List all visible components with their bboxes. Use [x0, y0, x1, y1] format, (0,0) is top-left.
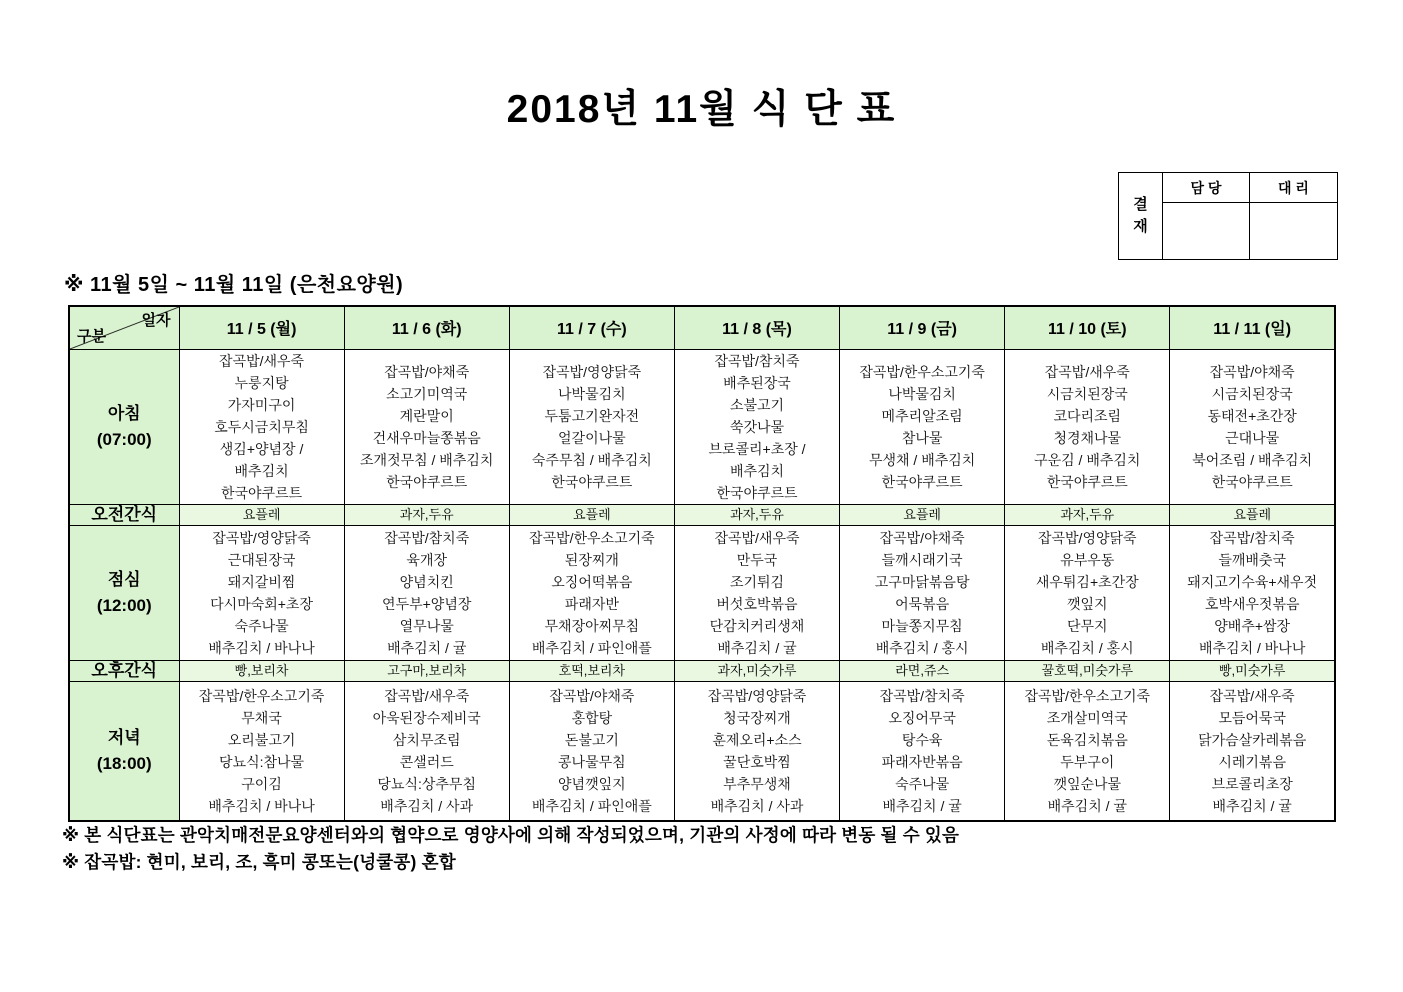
snack-cell: 요플레	[1170, 504, 1335, 525]
menu-item: 홍합탕	[571, 709, 613, 726]
menu-item: 배추김치 / 파인애플	[531, 639, 652, 656]
day-header: 11 / 5 (월)	[179, 306, 344, 349]
menu-item: 배추김치 / 바나나	[1199, 639, 1306, 656]
day-header: 11 / 10 (토)	[1005, 306, 1170, 349]
menu-item: 배추김치 / 파인애플	[531, 797, 652, 814]
menu-item: 잡곡밥/한우소고기죽	[1024, 687, 1151, 704]
menu-item: 두툼고기완자전	[544, 407, 640, 424]
menu-item: 다시마숙회+초장	[210, 595, 313, 612]
menu-item: 무채국	[241, 709, 282, 726]
day-header: 11 / 9 (금)	[840, 306, 1005, 349]
menu-item: 단감치커리생채	[709, 617, 805, 634]
menu-item: 근대나물	[1225, 429, 1280, 446]
menu-cell	[509, 681, 674, 821]
subtitle: ※ 11월 5일 ~ 11월 11일 (은천요양원)	[64, 274, 404, 296]
menu-item: 가자미구이	[227, 396, 296, 413]
menu-cell	[1170, 525, 1335, 660]
approval-col-header-daeri: 대 리	[1250, 173, 1337, 203]
menu-item: 배추김치 / 사과	[710, 797, 804, 814]
menu-item: 배추김치 / 귤	[882, 797, 962, 814]
menu-item: 양념깻잎지	[558, 775, 626, 792]
menu-item: 시금치된장국	[1211, 385, 1293, 402]
menu-item: 당뇨식:상추무침	[377, 775, 476, 792]
snack-cell: 고구마,보리차	[344, 660, 509, 681]
menu-item: 계란말이	[399, 407, 454, 424]
menu-item: 호박새우젓볶음	[1204, 595, 1300, 612]
menu-item: 마늘쫑지무침	[881, 617, 963, 634]
menu-item: 코다리조림	[1053, 407, 1122, 424]
menu-item: 잡곡밥/영양닭죽	[542, 363, 642, 380]
menu-item: 잡곡밥/한우소고기죽	[198, 687, 325, 704]
snack-cell: 라면,쥬스	[840, 660, 1005, 681]
menu-item: 파래자반볶음	[881, 753, 963, 770]
menu-item: 숙주무침 / 배추김치	[531, 451, 652, 468]
menu-item: 배추김치 / 바나나	[208, 797, 315, 814]
menu-item: 훈제오리+소스	[712, 731, 802, 748]
menu-item: 오리불고기	[227, 731, 296, 748]
menu-cell	[179, 349, 344, 504]
menu-item: 깻잎지	[1066, 595, 1108, 612]
menu-item: 들깨시래기국	[881, 551, 963, 568]
snack-cell: 과자,두유	[344, 504, 509, 525]
menu-item: 무채장아찌무침	[544, 617, 640, 634]
menu-item: 배추김치 / 귤	[1047, 797, 1127, 814]
snack-cell: 요플레	[840, 504, 1005, 525]
menu-item: 콩나물무침	[558, 753, 626, 770]
menu-item: 무생채 / 배추김치	[868, 451, 976, 468]
menu-item: 잡곡밥/참치죽	[879, 687, 965, 704]
menu-item: 잡곡밥/야채죽	[879, 529, 965, 546]
menu-item: 잡곡밥/새우죽	[219, 352, 305, 369]
menu-item: 오징어무국	[888, 709, 956, 726]
menu-cell	[179, 525, 344, 660]
menu-cell	[1005, 525, 1170, 660]
menu-item: 한국야쿠르트	[881, 473, 963, 490]
menu-item: 청경채나물	[1053, 429, 1122, 446]
snack-cell: 과자,두유	[674, 504, 839, 525]
menu-item: 육개장	[406, 551, 447, 568]
menu-item: 숙주나물	[895, 775, 950, 792]
menu-item: 만두국	[736, 551, 778, 568]
approval-box	[1118, 172, 1338, 260]
menu-cell	[1005, 681, 1170, 821]
menu-cell	[344, 525, 509, 660]
menu-item: 배추김치	[729, 462, 785, 479]
menu-item: 잡곡밥/영양닭죽	[212, 529, 311, 546]
menu-item: 삼치무조림	[392, 731, 461, 748]
menu-cell	[344, 681, 509, 821]
menu-item: 시레기볶음	[1218, 753, 1286, 770]
menu-item: 브로콜리초장	[1211, 775, 1293, 792]
menu-item: 한국야쿠르트	[386, 473, 468, 490]
menu-item: 양념치킨	[399, 573, 454, 590]
menu-table-body	[69, 349, 1335, 821]
menu-item: 누룽지탕	[234, 374, 289, 391]
menu-item: 부추무생채	[723, 775, 791, 792]
menu-item: 배추된장국	[723, 374, 791, 391]
menu-item: 잡곡밥/야채죽	[1209, 363, 1295, 380]
menu-item: 나박물김치	[558, 385, 626, 402]
approval-label-char: 재	[1133, 218, 1148, 235]
menu-item: 구이김	[241, 775, 282, 792]
menu-item: 잡곡밥/참치죽	[1209, 529, 1295, 546]
menu-item: 어묵볶음	[895, 595, 950, 612]
corner-cell	[69, 306, 179, 349]
menu-item: 파래자반	[564, 595, 619, 612]
menu-item: 잡곡밥/새우죽	[714, 529, 800, 546]
menu-item: 메추리알조림	[881, 407, 963, 424]
snack-cell: 과자,미숫가루	[674, 660, 839, 681]
approval-grid	[1163, 173, 1337, 259]
row-label-dinner: 저녁 (18:00)	[69, 681, 179, 821]
menu-item: 배추김치 / 바나나	[208, 639, 315, 656]
menu-cell	[840, 681, 1005, 821]
menu-cell	[1170, 349, 1335, 504]
menu-item: 새우튀김+초간장	[1035, 573, 1139, 590]
row-label-am-snack: 오전간식	[69, 504, 179, 525]
menu-cell	[674, 681, 839, 821]
approval-sign-cell	[1250, 203, 1337, 259]
day-header: 11 / 8 (목)	[674, 306, 839, 349]
menu-item: 배추김치 / 귤	[387, 639, 467, 656]
footer-notes	[62, 822, 959, 876]
menu-cell	[344, 349, 509, 504]
menu-item: 잡곡밥/새우죽	[1209, 687, 1295, 704]
menu-cell	[674, 525, 839, 660]
snack-cell: 요플레	[509, 504, 674, 525]
approval-col-header-damdang: 담 당	[1163, 173, 1250, 203]
menu-item: 돼지고기수육+새우젓	[1187, 573, 1318, 590]
snack-cell: 빵,미숫가루	[1170, 660, 1335, 681]
menu-item: 구운김 / 배추김치	[1034, 451, 1141, 468]
menu-item: 양배추+쌈장	[1214, 617, 1291, 634]
menu-item: 잡곡밥/야채죽	[384, 363, 470, 380]
menu-item: 닭가슴살카레볶음	[1198, 731, 1307, 748]
approval-label	[1119, 173, 1163, 259]
menu-cell	[179, 681, 344, 821]
menu-item: 잡곡밥/한우소고기죽	[529, 529, 655, 546]
menu-item: 한국야쿠르트	[716, 484, 798, 501]
menu-item: 돼지갈비찜	[227, 573, 296, 590]
menu-item: 참나물	[901, 429, 943, 446]
menu-item: 잡곡밥/한우소고기죽	[859, 363, 985, 380]
menu-item: 동태전+초간장	[1207, 407, 1297, 424]
menu-item: 아욱된장수제비국	[372, 709, 481, 726]
menu-item: 배추김치 / 귤	[717, 639, 797, 656]
menu-item: 한국야쿠르트	[220, 484, 303, 501]
corner-label-date: 일자	[141, 312, 171, 329]
menu-item: 잡곡밥/참치죽	[714, 352, 800, 369]
menu-item: 탕수육	[901, 731, 943, 748]
day-header: 11 / 11 (일)	[1170, 306, 1335, 349]
menu-item: 얼갈이나물	[558, 429, 626, 446]
note-line: ※ 본 식단표는 관악치매전문요양센터와의 협약으로 영양사에 의해 작성되었으며, 기관의 사정에 따라 변동 될 수 있음	[62, 825, 960, 845]
menu-item: 한국야쿠르트	[551, 473, 633, 490]
menu-item: 숙주나물	[234, 617, 289, 634]
menu-item: 호두시금치무침	[214, 418, 309, 435]
menu-item: 나박물김치	[888, 385, 956, 402]
menu-item: 된장찌개	[564, 551, 619, 568]
menu-item: 돈육김치볶음	[1046, 731, 1128, 748]
menu-item: 조기튀김	[729, 573, 785, 590]
menu-item: 돈불고기	[564, 731, 619, 748]
menu-item: 유부우동	[1060, 551, 1115, 568]
menu-item: 배추김치 / 홍시	[1040, 639, 1134, 656]
menu-item: 잡곡밥/참치죽	[384, 529, 470, 546]
menu-item: 배추김치	[234, 462, 289, 479]
menu-item: 고구마닭볶음탕	[874, 573, 970, 590]
menu-table	[68, 305, 1336, 822]
menu-item: 배추김치 / 귤	[1212, 797, 1292, 814]
day-header: 11 / 7 (수)	[509, 306, 674, 349]
menu-cell	[674, 349, 839, 504]
menu-item: 한국야쿠르트	[1211, 473, 1293, 490]
menu-item: 생김+양념장 /	[219, 440, 304, 457]
menu-item: 시금치된장국	[1046, 385, 1128, 402]
approval-sign-cell	[1163, 203, 1250, 259]
menu-cell	[1005, 349, 1170, 504]
row-label-breakfast: 아침 (07:00)	[69, 349, 179, 504]
menu-cell	[1170, 681, 1335, 821]
menu-item: 배추김치 / 사과	[380, 797, 474, 814]
menu-item: 조개젓무침 / 배추김치	[360, 451, 494, 468]
menu-item: 한국야쿠르트	[1046, 473, 1128, 490]
menu-table-head	[69, 306, 1335, 349]
menu-cell	[840, 525, 1005, 660]
row-label-lunch: 점심 (12:00)	[69, 525, 179, 660]
snack-cell: 과자,두유	[1005, 504, 1170, 525]
menu-item: 근대된장국	[227, 551, 296, 568]
menu-cell	[509, 525, 674, 660]
menu-item: 소불고기	[729, 396, 785, 413]
menu-item: 두부구이	[1060, 753, 1115, 770]
menu-item: 꿀단호박찜	[723, 753, 791, 770]
menu-item: 단무지	[1066, 617, 1108, 634]
corner-label-category: 구분	[77, 327, 106, 345]
menu-item: 들깨배춧국	[1218, 551, 1286, 568]
snack-cell: 빵,보리차	[179, 660, 344, 681]
menu-item: 모듬어묵국	[1218, 709, 1286, 726]
menu-item: 배추김치 / 홍시	[875, 639, 969, 656]
menu-item: 청국장찌개	[723, 709, 791, 726]
approval-label-char: 결	[1133, 196, 1148, 213]
menu-item: 잡곡밥/영양닭죽	[1037, 529, 1137, 546]
menu-item: 당뇨식:참나물	[219, 753, 305, 770]
menu-item: 연두부+양념장	[382, 595, 472, 612]
menu-cell	[840, 349, 1005, 504]
menu-table-wrap	[68, 305, 1336, 822]
menu-item: 잡곡밥/영양닭죽	[707, 687, 807, 704]
snack-cell: 호떡,보리차	[509, 660, 674, 681]
snack-cell: 꿀호떡,미숫가루	[1005, 660, 1170, 681]
menu-item: 건새우마늘쫑볶음	[372, 429, 481, 446]
menu-item: 북어조림 / 배추김치	[1192, 451, 1313, 468]
menu-item: 깻잎순나물	[1053, 775, 1122, 792]
row-label-pm-snack: 오후간식	[69, 660, 179, 681]
menu-item: 조개살미역국	[1046, 709, 1128, 726]
note-line: ※ 잡곡밥: 현미, 보리, 조, 흑미 콩또는(넝쿨콩) 혼합	[62, 852, 456, 872]
menu-item: 오징어떡볶음	[551, 573, 633, 590]
menu-item: 잡곡밥/야채죽	[549, 687, 635, 704]
page-title: 2018년 11월 식 단 표	[506, 88, 897, 131]
day-header: 11 / 6 (화)	[344, 306, 509, 349]
menu-item: 잡곡밥/새우죽	[1044, 363, 1130, 380]
menu-item: 버섯호박볶음	[716, 595, 798, 612]
menu-item: 브로콜리+초장 /	[708, 440, 806, 457]
menu-cell	[509, 349, 674, 504]
menu-item: 소고기미역국	[386, 385, 468, 402]
menu-item: 쑥갓나물	[729, 418, 785, 435]
menu-item: 콘샐러드	[399, 753, 454, 770]
menu-item: 열무나물	[399, 617, 454, 634]
snack-cell: 요플레	[179, 504, 344, 525]
menu-item: 잡곡밥/새우죽	[384, 687, 470, 704]
